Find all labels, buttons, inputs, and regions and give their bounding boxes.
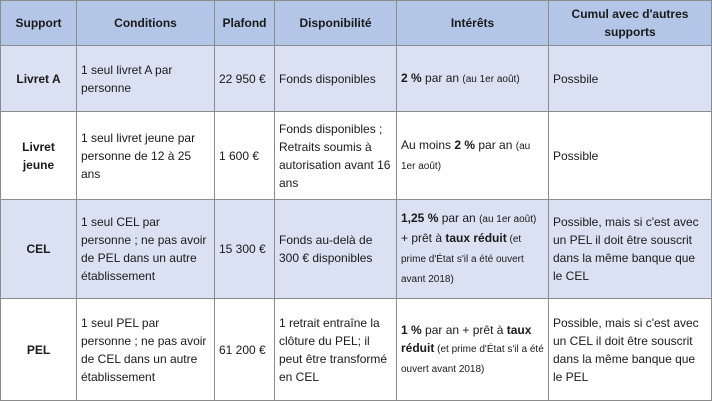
cell-plafond: 61 200 € [215, 299, 275, 401]
cell-cumul: Possible [549, 112, 712, 200]
header-interets: Intérêts [397, 1, 549, 46]
cell-cumul: Possible, mais si c'est avec un CEL il doit être souscrit dans la même banque que le PEL [549, 299, 712, 401]
cell-support: PEL [1, 299, 77, 401]
cell-interets: 1 % par an + prêt à taux réduit (et prime d'État s'il a été ouvert avant 2018) [397, 299, 549, 401]
cell-interets: Au moins 2 % par an (au 1er août) [397, 112, 549, 200]
cell-disponibilite: Fonds disponibles ; Retraits soumis à autorisation avant 16 ans [275, 112, 397, 200]
cell-cumul: Possible, mais si c'est avec un PEL il doit être souscrit dans la même banque que le CEL [549, 200, 712, 299]
cell-disponibilite: Fonds disponibles [275, 46, 397, 112]
header-support: Support [1, 1, 77, 46]
cell-plafond: 1 600 € [215, 112, 275, 200]
header-cumul: Cumul avec d'autres supports [549, 1, 712, 46]
cell-support: CEL [1, 200, 77, 299]
cell-conditions: 1 seul livret jeune par personne de 12 à 25 ans [77, 112, 215, 200]
table-row-cel [1, 200, 712, 299]
header-disponibilite: Disponibilité [275, 1, 397, 46]
cell-support: Livret jeune [1, 112, 77, 200]
table-row-livret-a [1, 46, 712, 112]
table-header-row [1, 1, 712, 46]
cell-cumul: Possbile [549, 46, 712, 112]
cell-conditions: 1 seul CEL par personne ; ne pas avoir de PEL dans un autre établissement [77, 200, 215, 299]
cell-disponibilite: Fonds au-delà de 300 € disponibles [275, 200, 397, 299]
cell-conditions: 1 seul livret A par personne [77, 46, 215, 112]
cell-disponibilite: 1 retrait entraîne la clôture du PEL; il peut être transformé en CEL [275, 299, 397, 401]
header-conditions: Conditions [77, 1, 215, 46]
cell-support: Livret A [1, 46, 77, 112]
header-plafond: Plafond [215, 1, 275, 46]
table-row-pel [1, 299, 712, 401]
cell-plafond: 22 950 € [215, 46, 275, 112]
cell-interets: 1,25 % par an (au 1er août) + prêt à taux réduit (et prime d'État s'il a été ouvert avant 2018) [397, 200, 549, 299]
cell-plafond: 15 300 € [215, 200, 275, 299]
cell-conditions: 1 seul PEL par personne ; ne pas avoir de CEL dans un autre établissement [77, 299, 215, 401]
table-row-livret-jeune [1, 112, 712, 200]
cell-interets: 2 % par an (au 1er août) [397, 46, 549, 112]
